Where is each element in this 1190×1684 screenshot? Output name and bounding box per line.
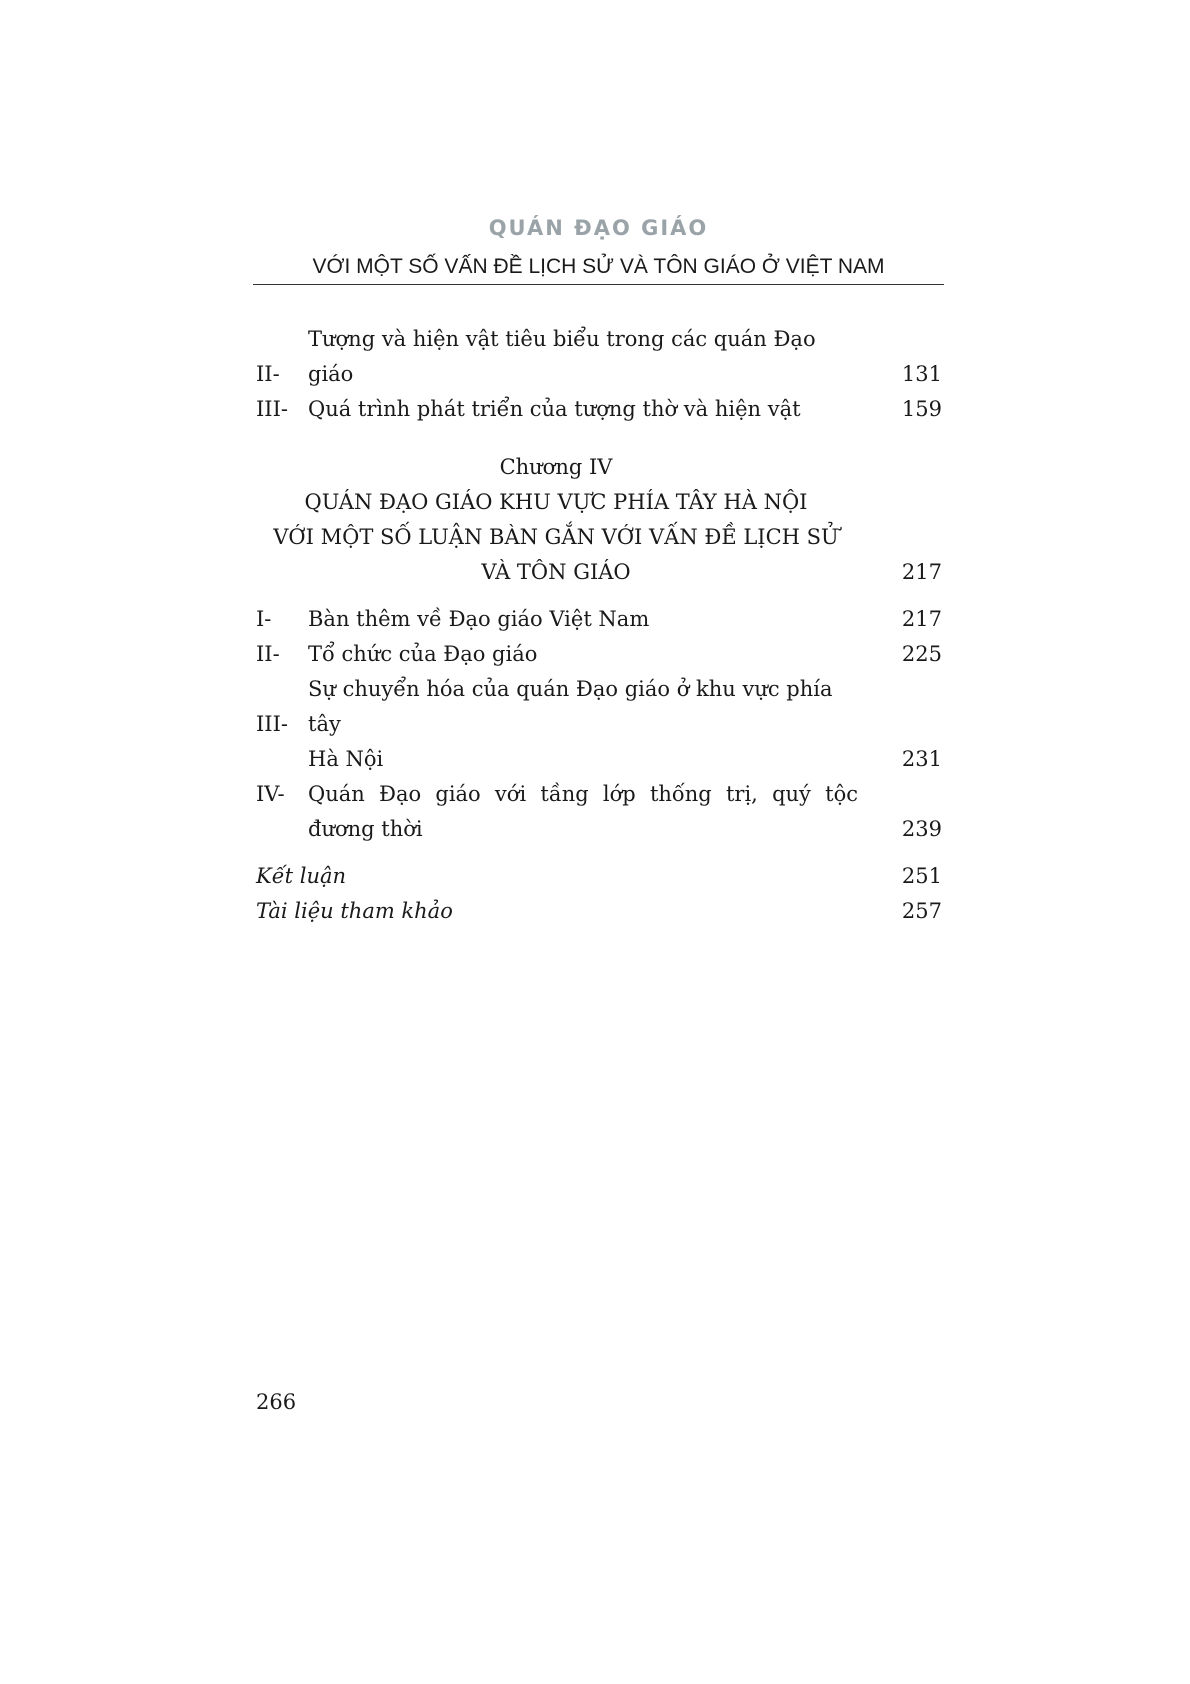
toc-entry-text: Tổ chức của Đạo giáo	[308, 642, 538, 666]
toc-entry-number: II-	[256, 362, 280, 386]
toc-entry[interactable]	[256, 322, 942, 392]
running-header	[253, 214, 944, 282]
toc-entry-page: 251	[901, 864, 942, 888]
chapter-title-line: VÀ TÔN GIÁO	[481, 560, 631, 584]
toc-entry[interactable]	[256, 392, 942, 427]
toc-entry-page: 225	[901, 642, 942, 666]
toc-entry-text: Tượng và hiện vật tiêu biểu trong các quán Đạo giáo	[308, 327, 816, 386]
toc-entry-page: 239	[901, 817, 942, 841]
toc-entry-text-continued: Hà Nội	[308, 747, 384, 771]
toc-entry[interactable]	[256, 777, 942, 847]
toc-entry-number: III-	[256, 712, 288, 736]
toc-entry-number: I-	[256, 607, 272, 631]
toc-entry-text: Kết luận	[256, 864, 347, 888]
toc-entry-text: Bàn thêm về Đạo giáo Việt Nam	[308, 607, 650, 631]
toc-entry[interactable]	[256, 637, 942, 672]
toc-entry-number: II-	[256, 642, 280, 666]
toc-entry-page: 159	[901, 397, 942, 421]
chapter-label: Chương IV	[499, 455, 613, 479]
toc-entry-text: Quá trình phát triển của tượng thờ và hiện vật	[308, 397, 801, 421]
toc-entry-number: III-	[256, 397, 288, 421]
toc-entry-text: Tài liệu tham khảo	[256, 899, 453, 923]
chapter-title-line: VỚI MỘT SỐ LUẬN BÀN GẮN VỚI VẤN ĐỀ LỊCH SỬ	[273, 525, 839, 549]
toc-entry[interactable]	[256, 672, 942, 777]
table-of-contents	[256, 322, 942, 929]
toc-entry-page: 131	[901, 362, 942, 386]
toc-entry-page: 231	[901, 747, 942, 771]
toc-entry-page: 257	[901, 899, 942, 923]
chapter-title-line: QUÁN ĐẠO GIÁO KHU VỰC PHÍA TÂY HÀ NỘI	[304, 490, 808, 514]
toc-entry-number: IV-	[256, 782, 285, 806]
header-subtitle: VỚI MỘT SỐ VẤN ĐỀ LỊCH SỬ VÀ TÔN GIÁO Ở VIỆT NAM	[312, 255, 885, 278]
toc-entry-text-continued: đương thời	[308, 817, 423, 841]
toc-entry-text: Sự chuyển hóa của quán Đạo giáo ở khu vực phía tây	[308, 677, 833, 736]
toc-entry[interactable]	[256, 894, 942, 929]
header-rule	[253, 284, 944, 285]
toc-entry[interactable]	[256, 602, 942, 637]
toc-entry-page: 217	[901, 607, 942, 631]
chapter-heading[interactable]	[256, 450, 942, 590]
toc-entry[interactable]	[256, 859, 942, 894]
page-number: 266	[256, 1390, 297, 1414]
chapter-page: 217	[901, 560, 942, 584]
header-title: QUÁN ĐẠO GIÁO	[488, 216, 709, 240]
toc-entry-text: Quán Đạo giáo với tầng lớp thống trị, quý tộc	[308, 782, 858, 806]
